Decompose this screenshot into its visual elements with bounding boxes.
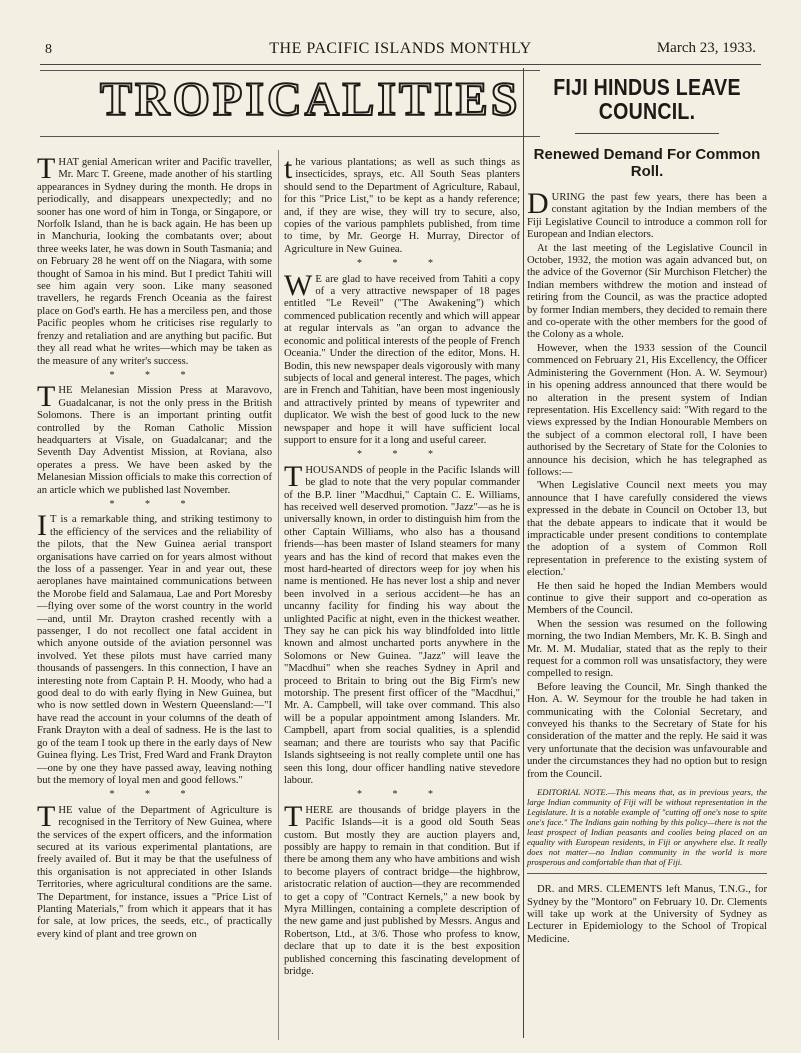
editorial-note: EDITORIAL NOTE.—This means that, as in previous years, the large Indian community of Fiji will be without representation in the Legislature. It is a notable example of "cutting off one's nose to spite one's face." The Indians gain nothing by this policy—there is not the least prospect of Indian peasants and coolies being placed on an equality with European residents, in Fiji or anywhere else. It really does not matter—no Indian community in the world is more prosperous and comfortable than that of Fiji.	[527, 787, 767, 868]
paragraph-fiji-4: 'When Legislative Council next meets you may announce that I have carefully considered the views expressed in the debate in Council on October 13, but that the debate appears to indicate that it would be impracticable under present conditions to contemplate the adoption of a system of Common Roll representation in preference to the existing system of election.'	[527, 480, 767, 579]
column-1	[37, 152, 272, 942]
column-divider-2	[523, 68, 524, 1038]
paragraph-greene: THAT genial American writer and Pacific traveller, Mr. Marc T. Greene, made another of his startling appearances in Sydney during the month. He drops in periodically, and disappears unexpectedly; and no sooner has one word of him in Tonga, or Singapore, or Norfolk Island, than he is back again. He has been up in Manchuria, looking the combatants over; about three weeks later, he was down in South Tasmania; and on February 28 he went off on the Niagara, with some thought of Samoa in his mind. But I predict Tahiti will see him again very soon. Like many seasoned travellers, he regards French Oceania as the fairest place on God's earth. He has a merciless pen, and those Pacific peoples whom he criticises rise regularly to frenzy and retaliation and are anything but pacific. But they all read what he writes—which may be taken as the measure of any writer's success.	[37, 152, 272, 367]
publication-title: THE PACIFIC ISLANDS MONTHLY	[269, 40, 532, 57]
title-rule-bottom	[40, 136, 540, 137]
paragraph-fiji-7: Before leaving the Council, Mr. Singh thanked the Hon. A. W. Seymour for the trouble he had taken in communicating with the Colonial Secretary, and conveyed his thanks to the Secretary of State for his consideration of the matter and the reply. He said it was very unfortunate that the decision was unfavourable and under the circumstances they had no option but to resign from the Council.	[527, 681, 767, 780]
section-separator: * * *	[357, 789, 447, 801]
paragraph-bridge: THERE are thousands of bridge players in the Pacific Islands—it is a good old South Seas custom. But mostly they are auction players and, possibly are happy to remain in that condition. But if there be among them any who have ambitions and wish to become players of contract bridge—the highbrow, aristocratic relation of auction—they are recommended to get a copy of "Contract Kernels," a new book by Myra Millingen, containing a complete description of the new game and just published by Messrs. Angus and Robertson, Ltd., at 3/6. Those who profess to know, declare that up to date it is the best exposition published concerning this fascinating development of bridge.	[284, 799, 520, 977]
section-separator: * * *	[357, 258, 447, 270]
section-separator: * * *	[109, 789, 200, 801]
section-separator: * * *	[109, 369, 200, 381]
header-rule	[40, 64, 761, 65]
paragraph-fiji-5: He then said he hoped the Indian Members would continue to give their support and co-operation as Members of the Council.	[527, 580, 767, 617]
issue-date: March 23, 1933.	[656, 40, 756, 56]
article-rule	[527, 873, 767, 874]
title-rule-top	[40, 70, 540, 71]
paragraph-melanesian-press: THE Melanesian Mission Press at Maravovo, Guadalcanar, is not the only press in the British Solomons. There is an important printing outfit controlled by the Roman Catholic Mission headquarters at Visale, on Guadalcanar; and the Seventh Day Adventist Mission, at Roviana, also operates a press. We have been asked by the Melanesian Mission officials to make this correction of an article which we published last November.	[37, 380, 272, 496]
section-title: TROPICALITIES	[100, 73, 521, 126]
paragraph-fiji-3: However, when the 1933 session of the Council commenced on February 21, His Excellency, the Officer Administering the Government (Hon. A. W. Seymour) in his opening address announced that there would be no alteration in the present system of Indian representation. His Excellency said: "With regard to the views expressed by the Indian Honourable Members on the subject of a common electoral roll, I have been authorised by the Secretary of State for the Colonies to announce his decision, which he has telegraphed as follows:—	[527, 342, 767, 478]
article-headline: FIJI HINDUS LEAVE COUNCIL.	[553, 74, 741, 124]
section-separator: * * *	[357, 449, 447, 461]
column-2	[284, 152, 520, 979]
column-3	[527, 73, 767, 947]
paragraph-aerial-transport: IT is a remarkable thing, and striking testimony to the efficiency of the services and the reliability of the pilots, that the New Guinea aerial transport organisations have carried on for years almost without the loss of a passenger. Year in and year out, these aeroplanes have maintained communications between the Morobe field and Salamaua, Lae and Port Moresby—flying over some of the worst country in the world—and, until Mr. Drayton crashed recently with a passenger, I do not recollect one fatal accident in which anyone outside of the aviation personnel was involved. Yet these pilots must have carried many thousands of passengers. In this connection, I have an interesting note from Captain P. H. Moody, who had a good deal to do with early flying in New Guinea, but who is now settled down in Western Queensland:—"I have read the account in your columns of the death of Frank Drayton with a deal of sadness. He is the last to go of the team I took up there in the early days of New Guinea flying. Les Trist, Fred Ward and Frank Drayton—one by one they have passed away, leaving nothing but the memory of loyal men and good fellows."	[37, 509, 272, 786]
page-header	[45, 38, 756, 62]
paragraph-price-list: the various plantations; as well as such things as insecticides, sprays, etc. All South Seas planters should send to the Department of Agriculture, Rabaul, for this "Price List," to be kept as a handy reference; and, if they are wise, they will try to secure, also, copies of the various pamphlets published, from time to time, by Mr. George H. Murray, Director of Agriculture in New Guinea.	[284, 152, 520, 255]
paragraph-fiji-2: At the last meeting of the Legislative Council in October, 1932, the motion was again advanced but, on the advice of the Governor (Sir Murchison Fletcher) the Indian members withdrew the motion and instead of retiring from the Council, as was the practice adopted by former Indian members, they decided to remain there and co-operate with the other members for the good of the Colony as a whole.	[527, 242, 767, 341]
paragraph-le-reveil: WE are glad to have received from Tahiti a copy of a very attractive newspaper of 18 pages entitled "Le Reveil" ("The Awakening") which commenced publication recently and which will appear at regular intervals as "an organ to advance the economic and political interests of the people of French Oceania." Under the direction of the editor, Mons. H. Bodin, this new newspaper deals vigorously with many subjects of local and general interest. The pages, which are in French and Tahitian, have been most ingeniously and attractively printed by means of typewriter and duplicator. We wish the best of good luck to the new newspaper and hope it will have sufficient local support to ensure for it a long and useful career.	[284, 268, 520, 446]
headline-rule	[575, 133, 719, 134]
column-divider-1	[278, 150, 279, 1040]
paragraph-fiji-6: When the session was resumed on the following morning, the two Indian Members, Mr. K. B. Singh and Mr. M. M. Mudaliar, stated that as the reply to their request for a common roll was unsatisfactory, they were compelled to resign.	[527, 618, 767, 680]
article-subheadline: Renewed Demand For Common Roll.	[533, 146, 761, 180]
paragraph-agriculture: THE value of the Department of Agriculture is recognised in the Territory of New Guinea, where the services of the expert officers, and the information secured at its various experimental plantations, are freely availed of. But it may be that the usefulness of this organisation is not appreciated in other Islands Territories, where agricultural conditions are the same. The Department, for instance, issues a "Price List of Planting Materials," from which it appears that it has for sale, at low prices, the seeds, etc., of practically every kind of plant and tree grown on	[37, 799, 272, 940]
paragraph-clements: DR. and MRS. CLEMENTS left Manus, T.N.G., for Sydney by the "Montoro" on February 10. Dr. Clements will take up work at the University of Sydney as Lecturer in Epidemiology to the School of Tropical Medicine.	[527, 884, 767, 945]
paragraph-fiji-intro: DURING the past few years, there has been a constant agitation by the Indian members of the Fiji Legislative Council to introduce a common roll for European and Indian electors.	[527, 187, 767, 241]
paragraph-macdhui: THOUSANDS of people in the Pacific Islands will be glad to note that the very popular commander of the B.P. liner "Macdhui," Captain C. E. Williams, has received well deserved promotion. "Jazz"—as he is universally known, in order to distinguish him from the other Captain Williams, who also has a thousand friends—has been master of Island steamers for many years and has the kind of record that makes even the most hard-hearted of directors weep for joy when his name is mentioned. He has never lost a ship and never been involved in a serious accident—he has an uncanny facility for finding his way about the unlighted Pacific at night, even in the thickest weather. They say he can pick his way blindfolded into little known and almost uncharted ports anywhere in the Solomons or New Guinea. "Jazz" will leave the "Macdhui" when she reaches Sydney in April and proceed to Britain to bring out the Big Firm's new motorship. The present first officer of the "Macdhui," Mr. A. Campbell, will take over command. This also will be a popular appointment among Islanders. Mr. Campbell, apart from social qualities, is a splendid seaman; and there are tourists who say that Pacific Islands sightseeing is not really complete until one has seen this long, dour officer handling native stevedore labour.	[284, 459, 520, 786]
page-number: 8	[45, 42, 52, 57]
section-separator: * * *	[109, 498, 200, 510]
